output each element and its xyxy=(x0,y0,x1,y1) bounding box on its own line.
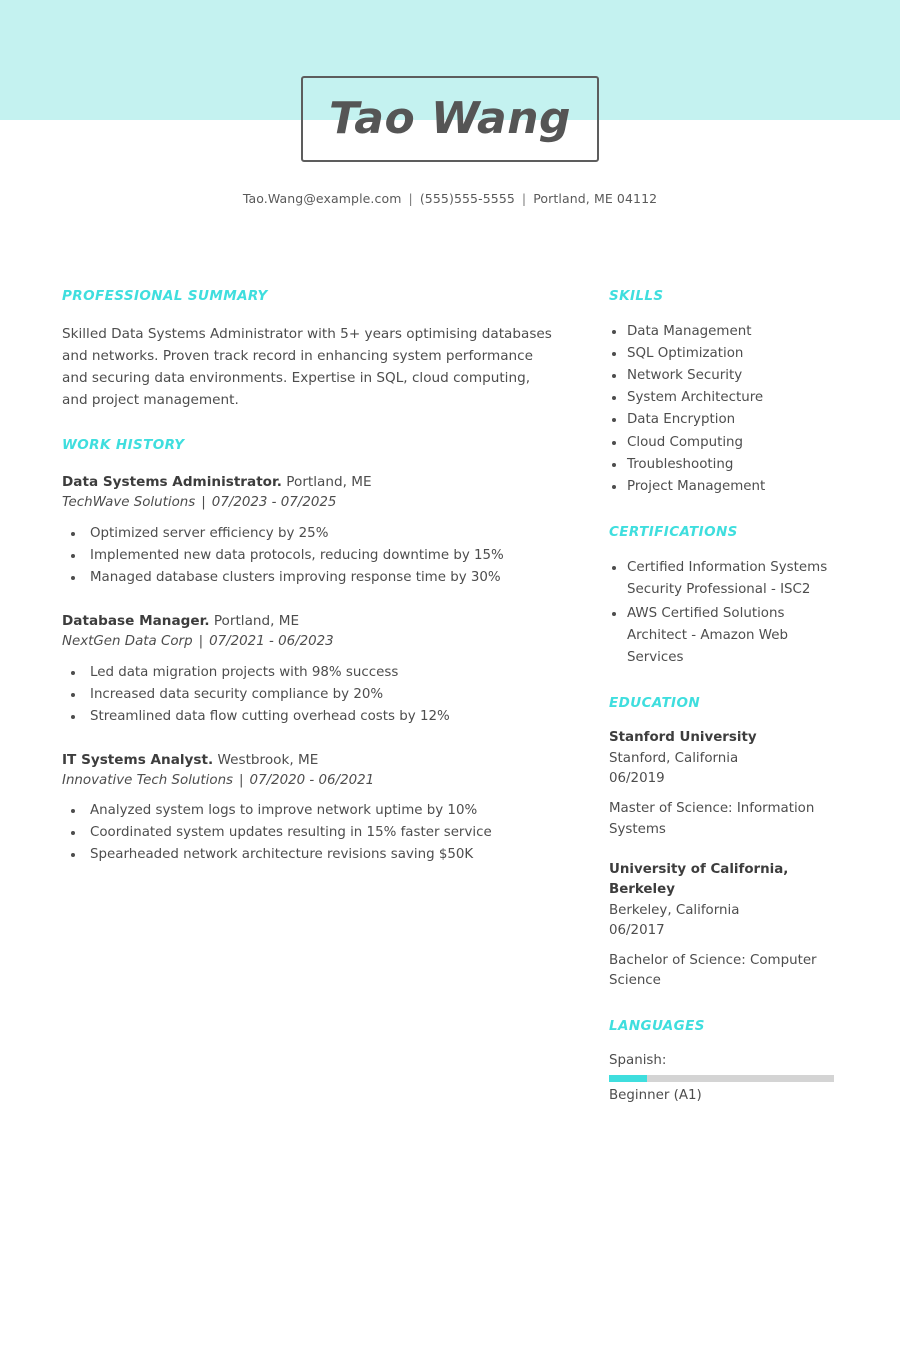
section-work-history xyxy=(62,437,554,866)
job-heading xyxy=(62,472,554,493)
education-date: 06/2019 xyxy=(609,770,665,786)
list-item: Managed database clusters improving response time by 30% xyxy=(62,567,554,589)
job-subheading xyxy=(62,771,554,792)
section-education xyxy=(609,695,841,992)
list-item: Network Security xyxy=(609,365,841,387)
job-separator: | xyxy=(201,495,206,511)
job-location: Portland, ME xyxy=(286,474,372,491)
list-item: Coordinated system updates resulting in 15% faster service xyxy=(62,822,554,844)
job-dates: 07/2020 - 06/2021 xyxy=(249,772,375,788)
education-degree: Bachelor of Science: Computer Science xyxy=(609,952,817,989)
section-title-education: EDUCATION xyxy=(609,695,701,712)
job-dates: 07/2021 - 06/2023 xyxy=(209,633,334,649)
left-column xyxy=(62,288,554,866)
contact-email: Tao.Wang@example.com xyxy=(242,191,402,206)
language-level: Beginner (A1) xyxy=(609,1088,702,1104)
section-professional-summary xyxy=(62,288,554,411)
job-title: Database Manager. xyxy=(62,612,210,629)
list-item: Troubleshooting xyxy=(609,454,841,476)
education-entry xyxy=(609,728,841,840)
list-item: Cloud Computing xyxy=(609,432,841,454)
job-location: Westbrook, ME xyxy=(217,751,319,768)
job-separator: | xyxy=(239,772,244,788)
section-certifications xyxy=(609,524,841,670)
summary-text: Skilled Data Systems Administrator with 5+ years optimising databases and networks. Proven track record in enhancing system performance and securing data environments. Expertise in SQL, cloud computing, and project management. xyxy=(62,326,552,409)
section-title-languages: LANGUAGES xyxy=(609,1018,705,1035)
list-item: System Architecture xyxy=(609,387,841,409)
job-title: Data Systems Administrator. xyxy=(62,474,282,491)
job-separator: | xyxy=(198,633,204,649)
work-history-entry xyxy=(62,472,554,589)
work-history-entry xyxy=(62,750,554,867)
education-entry xyxy=(609,860,841,992)
list-item: Increased data security compliance by 20% xyxy=(62,684,554,706)
list-item: Data Management xyxy=(609,321,841,343)
list-item: Data Encryption xyxy=(609,409,841,431)
job-company: Innovative Tech Solutions xyxy=(62,772,234,788)
job-heading xyxy=(62,611,554,632)
contact-separator-1: | xyxy=(408,191,413,206)
right-column xyxy=(609,288,841,1106)
education-school: Stanford University xyxy=(609,730,757,746)
page-title: Tao Wang xyxy=(328,93,572,144)
education-location: Stanford, California xyxy=(609,750,739,766)
contact-separator-2: | xyxy=(521,191,527,206)
certifications-list xyxy=(609,557,841,670)
name-box xyxy=(301,76,599,162)
language-proficiency-fill xyxy=(609,1075,647,1082)
list-item: Analyzed system logs to improve network uptime by 10% xyxy=(62,800,554,822)
list-item: Implemented new data protocols, reducing downtime by 15% xyxy=(62,545,554,567)
education-location: Berkeley, California xyxy=(609,902,740,918)
education-degree: Master of Science: Information Systems xyxy=(609,800,815,837)
language-name: Spanish: xyxy=(609,1053,667,1069)
list-item: Spearheaded network architecture revisions saving $50K xyxy=(62,844,554,866)
contact-phone: (555)555-5555 xyxy=(419,191,515,206)
job-bullet-list xyxy=(62,800,554,866)
work-history-entry xyxy=(62,611,554,728)
list-item: Project Management xyxy=(609,476,841,498)
job-heading xyxy=(62,750,554,771)
job-bullet-list xyxy=(62,662,554,728)
job-subheading xyxy=(62,493,554,514)
language-proficiency-bar xyxy=(609,1075,834,1082)
contact-location: Portland, ME 04112 xyxy=(533,191,658,206)
section-title-work-history: WORK HISTORY xyxy=(62,437,185,454)
job-company: NextGen Data Corp xyxy=(62,633,193,649)
language-entry xyxy=(609,1051,841,1106)
job-location: Portland, ME xyxy=(213,612,300,629)
section-languages xyxy=(609,1018,841,1106)
skills-list xyxy=(609,321,841,498)
list-item: Certified Information Systems Security Professional - ISC2 xyxy=(609,557,841,601)
list-item: Optimized server efficiency by 25% xyxy=(62,523,554,545)
contact-line xyxy=(0,191,900,206)
section-title-professional-summary: PROFESSIONAL SUMMARY xyxy=(62,288,268,304)
education-school: University of California, Berkeley xyxy=(609,862,789,898)
job-dates: 07/2023 - 07/2025 xyxy=(211,495,337,511)
list-item: AWS Certified Solutions Architect - Amazon Web Services xyxy=(609,603,841,669)
job-bullet-list xyxy=(62,523,554,589)
education-date: 06/2017 xyxy=(609,922,665,938)
job-title: IT Systems Analyst. xyxy=(62,751,214,768)
job-subheading xyxy=(62,632,554,653)
section-title-certifications: CERTIFICATIONS xyxy=(609,523,738,540)
section-title-skills: SKILLS xyxy=(609,288,664,304)
list-item: Streamlined data flow cutting overhead costs by 12% xyxy=(62,706,554,728)
section-skills xyxy=(609,288,841,498)
list-item: SQL Optimization xyxy=(609,343,841,365)
list-item: Led data migration projects with 98% success xyxy=(62,662,554,684)
job-company: TechWave Solutions xyxy=(62,495,196,511)
